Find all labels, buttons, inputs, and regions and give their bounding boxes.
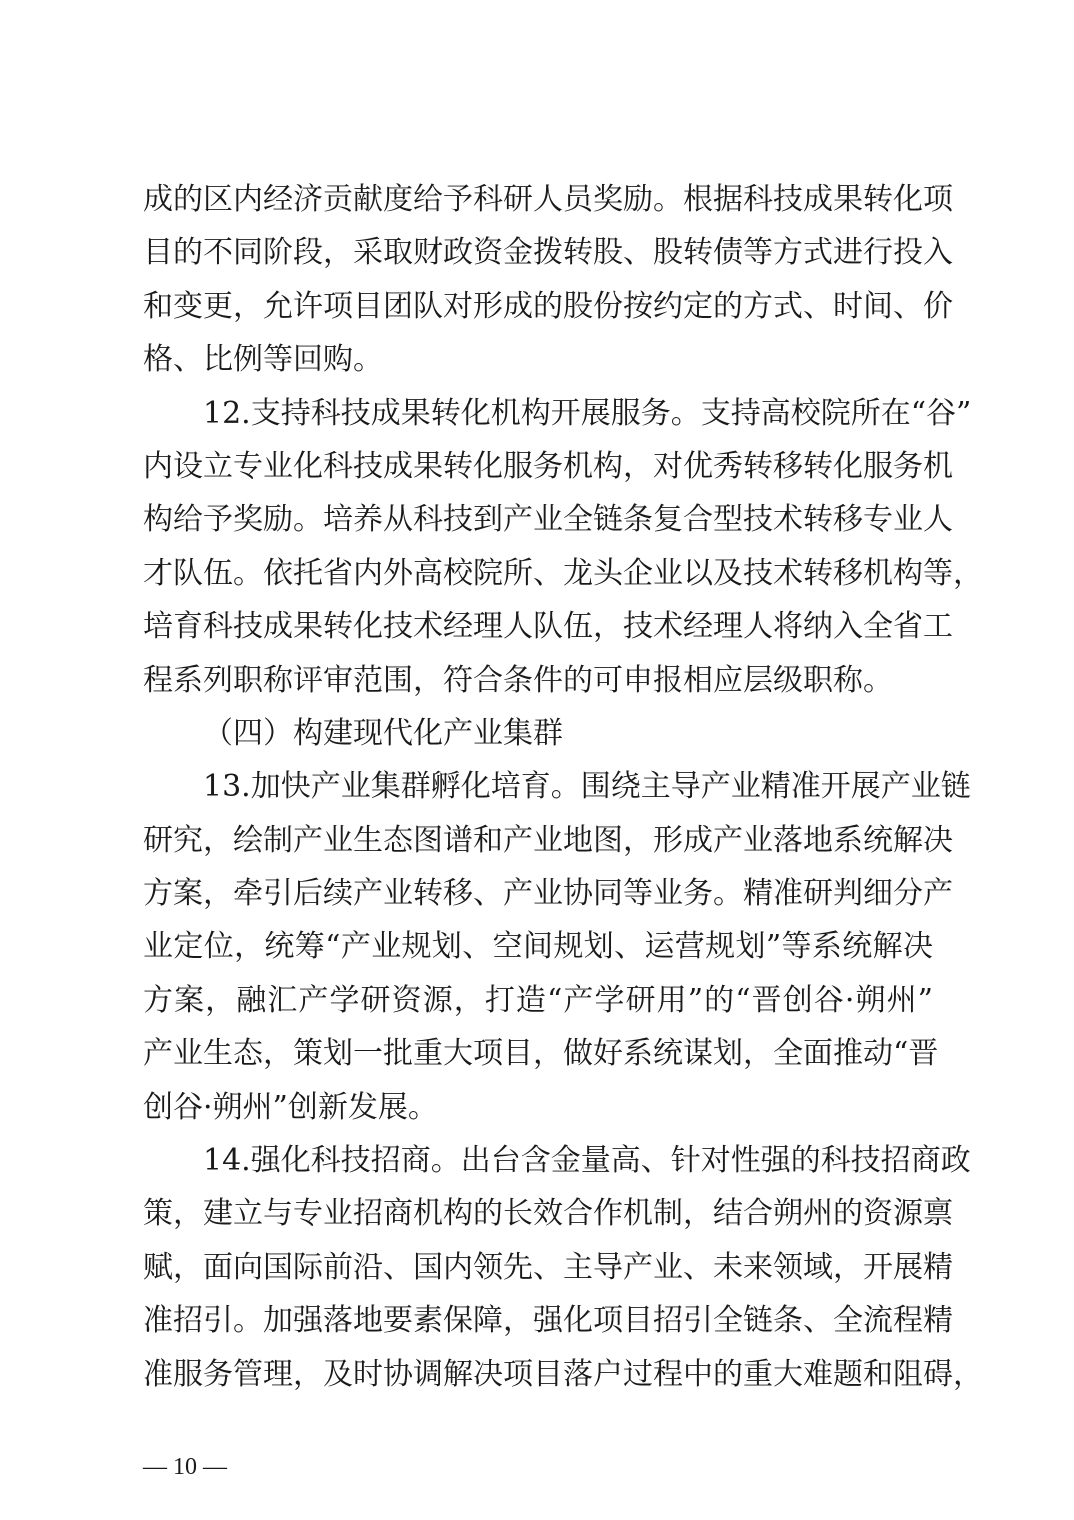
text-line: 赋，面向国际前沿、国内领先、主导产业、未来领域，开展精 xyxy=(143,1249,953,1285)
text-line: 格、比例等回购。 xyxy=(143,342,383,378)
text-line: 目的不同阶段，采取财政资金拨转股、股转债等方式进行投入 xyxy=(143,235,953,271)
text-line: 业定位，统筹“产业规划、空间规划、运营规划”等系统解决 xyxy=(143,929,933,965)
body-text xyxy=(143,173,983,1401)
text-line: 产业生态，策划一批重大项目，做好系统谋划，全面推动“晋 xyxy=(143,1036,939,1072)
text-line: 研究，绘制产业生态图谱和产业地图，形成产业落地系统解决 xyxy=(143,822,953,858)
text-line: 12.支持科技成果转化机构开展服务。支持高校院所在“谷” xyxy=(203,395,972,431)
text-line: 策，建立与专业招商机构的长效合作机制，结合朔州的资源禀 xyxy=(143,1196,953,1232)
text-line: 成的区内经济贡献度给予科研人员奖励。根据科技成果转化项 xyxy=(143,182,953,217)
text-line: 方案，融汇产学研资源，打造“产学研用”的“晋创谷·朔州” xyxy=(143,982,933,1018)
text-line: 14.强化科技招商。出台含金量高、针对性强的科技招商政 xyxy=(203,1143,971,1179)
text-line: 和变更，允许项目团队对形成的股份按约定的方式、时间、价 xyxy=(143,288,953,324)
text-line: 13.加快产业集群孵化培育。围绕主导产业精准开展产业链 xyxy=(203,769,971,805)
text-line: 方案，牵引后续产业转移、产业协同等业务。精准研判细分产 xyxy=(143,876,953,912)
section-heading: （四）构建现代化产业集群 xyxy=(203,715,563,751)
text-line: 才队伍。依托省内外高校院所、龙头企业以及技术转移机构等， xyxy=(143,555,983,591)
text-line: 程系列职称评审范围，符合条件的可申报相应层级职称。 xyxy=(143,662,893,698)
text-line: 培育科技成果转化技术经理人队伍，技术经理人将纳入全省工 xyxy=(143,609,953,645)
text-line: 构给予奖励。培养从科技到产业全链条复合型技术转移专业人 xyxy=(143,502,953,538)
text-line: 准服务管理，及时协调解决项目落户过程中的重大难题和阻碍， xyxy=(143,1356,983,1392)
text-line: 内设立专业化科技成果转化服务机构，对优秀转移转化服务机 xyxy=(143,448,953,484)
page-number: — 10 — xyxy=(143,1454,227,1480)
text-line: 创谷·朔州”创新发展。 xyxy=(143,1089,438,1125)
text-line: 准招引。加强落地要素保障，强化项目招引全链条、全流程精 xyxy=(143,1303,953,1339)
